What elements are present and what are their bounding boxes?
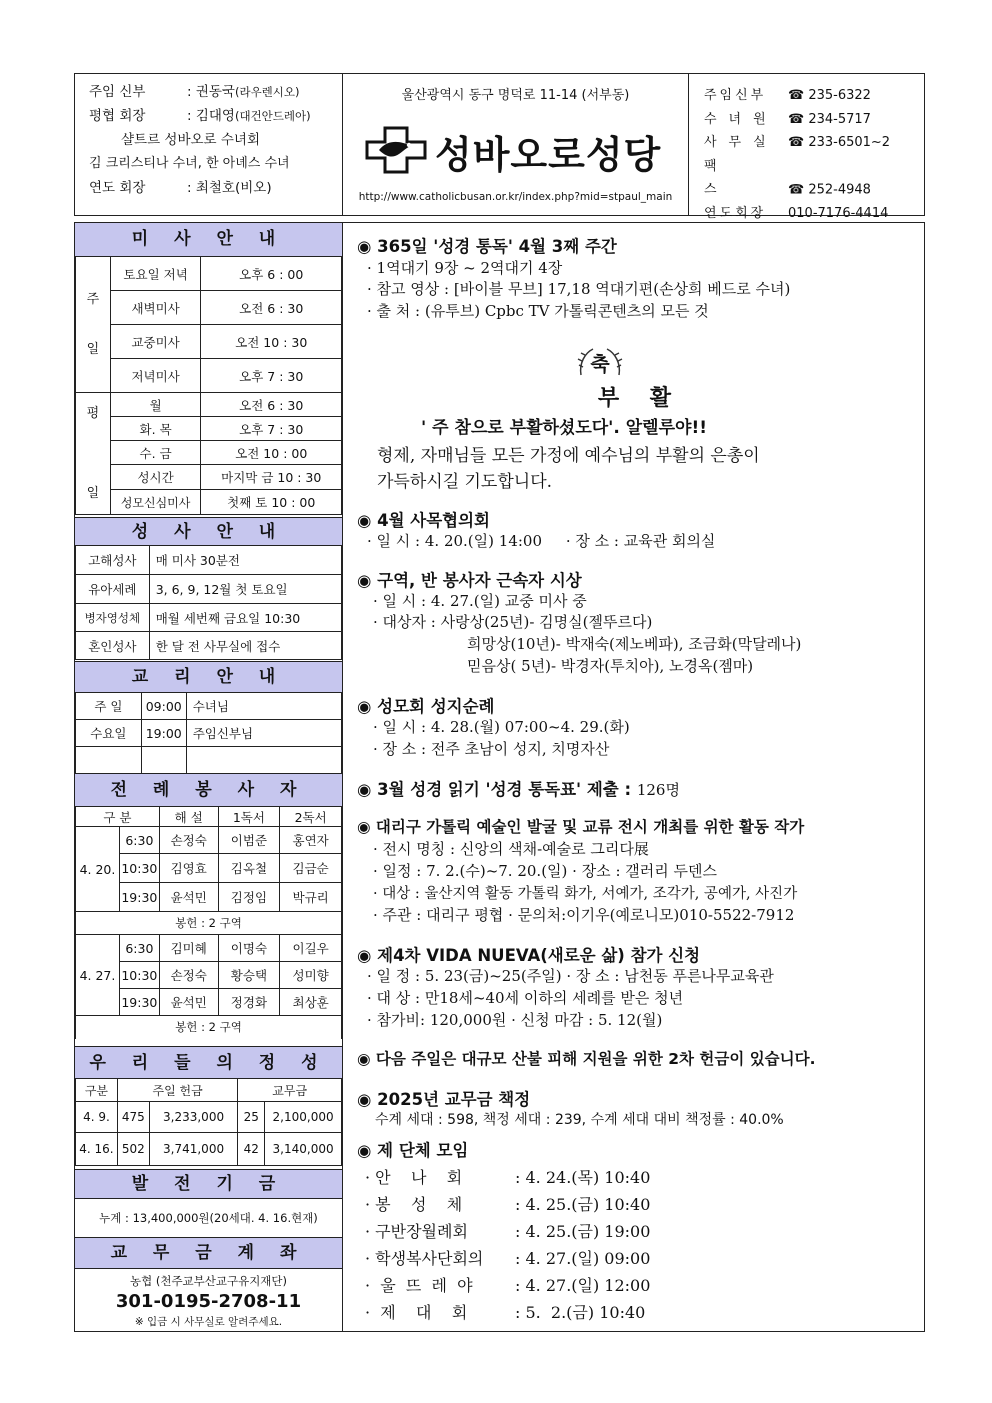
church-name: 성바오로성당 [435,133,662,177]
header-contacts [688,74,924,221]
church-url[interactable]: http://www.catholicbusan.or.kr/index.php?mid=stpaul_main [358,191,673,203]
account-section-title: 교 무 금 계 좌 [75,1237,342,1269]
collection-title: ◉ 다음 주일은 대규모 산불 피해 지원을 위한 2차 헌금이 있습니다. [357,1050,816,1068]
left-column [74,222,342,1332]
easter-subtitle: ' 주 참으로 부활하셨도다'. 알렐루야!! [421,418,707,438]
header-center [343,74,689,215]
sisters-row: 샬트르 성바오로 수녀회 [121,132,260,148]
sacrament-table: 고해성사 매 미사 30분전 유아세례 3, 6, 9, 12월 첫 토요일 병자영성체 매월 세번째 금요일 10:30 혼인성사 한 달 전 사무실에 접수 [75,545,342,660]
bible-title: ◉ 365일 '성경 통독' 4월 3째 주간 [357,237,617,256]
offerings-section-title: 우 리 들 의 정 성 [75,1046,342,1079]
contact-convent: 수녀원 ☎ 234-5717 [704,111,871,127]
council-president-row: 평협 회장 : 김대영(대건안드레아) [89,108,311,124]
liturgy-table: 구 분 해 설 1독서 2독서 4. 20. 6:30 손정숙 이범준 홍연자 10:30 김영효 김옥철 김금순 19:30 윤석민 김정임 박규리 봉헌 : 2 구역 4. 27. 6:30 김미혜 이명숙 이길우 10:30 손정숙 황승택 성미향 19:30 윤석민 정경화 최상훈 봉헌 : 2 구역 [75,806,342,1039]
sacrament-section-title: 성 사 안 내 [75,517,342,546]
easter-title: 부 활 [597,386,672,411]
groups-title: ◉ 제 단체 모임 [357,1141,469,1160]
fund-total: 누계 : 13,400,000원(20세대. 4. 16.현재) [99,1211,318,1225]
contact-pastor: 주임신부 ☎ 235-6322 [704,88,871,103]
liturgy-section-title: 전 례 봉 사 자 [75,773,342,807]
header-box [74,73,925,221]
reading-title: ◉ 3월 성경 읽기 '성경 통독표' 제출 : 126명 [357,780,680,799]
doctrine-table: 주 일 09:00 수녀님 수요일 19:00 주임신부님 [75,692,342,774]
council-title: ◉ 4월 사목협의회 [357,511,491,530]
art-title: ◉ 대리구 가톨릭 예술인 발굴 및 교류 전시 개최를 위한 활동 작가 [357,818,805,836]
sisters-names-row: 김 크리스티나 수녀, 한 아녜스 수녀 [89,156,290,171]
pastor-row: 주임 신부 : 권동국(라우렌시오) [89,84,300,100]
sunday-label: 주 일 [76,257,111,393]
easter-badge-icon: 축 [577,345,623,379]
mass-table: 주 일 토요일 저녁 오후 6 : 00 새벽미사 오전 6 : 30 교중미사 오전 10 : 30 저녁미사 오후 7 : 30 평 일 월 오전 6 : 30 화. 목 오후 7 : 30 수. 금 오전 10 : 00 성시간 마지막 금 10 : 30 성모신심미사 첫째 토 10 : 00 [75,256,342,515]
doctrine-section-title: 교 리 안 내 [75,661,342,693]
contact-yeondo: 연도회장 010-7176-4414 [704,205,889,221]
yeondo-president-row: 연도 회장 : 최철호(비오) [89,180,272,196]
account-bank: 농협 (천주교부산교구유지재단) [129,1274,288,1288]
weekday-label: 평 일 [76,393,111,515]
right-column: ◉ 365일 '성경 통독' 4월 3째 주간 · 1역대기 9장 ~ 2역대기 4장 · 참고 영상 : [바이블 무브] 17,18 역대기편(손상희 베드로 수녀) · 출 처 : (유투브) Cpbc TV 가톨릭콘텐츠의 모든 것 축 부 활 ' 주 참으로 부활하셨도다'. 알렐루야!! 형제, 자매님들 모든 가정에 예수님의 부활의 은총이 가득하시길 기도합니다. ◉ 4월 사목협의회 · 일 시 : 4. 20.(일) 14:00 · 장 소 : 교육관 회의실 ◉ 구역, 반 봉사자 근속자 시상 · 일 시 : 4. 27.(일) 교중 미사 중 · 대상자 : 사랑상(25년)- 김명실(젤뚜르다) 희망상(10년)- 박재숙(제노베파), 조금화(막달레나) 믿음상( 5년)- 박경자(투치아), 노경옥(젬마) ◉ 성모회 성지순례 · 일 시 : 4. 28.(월) 07:00~4. 29.(화) · 장 소 : 전주 초남이 성지, 치명자산 ◉ 3월 성경 읽기 '성경 통독표' 제출 : 126명 ◉ 대리구 가톨릭 예술인 발굴 및 교류 전시 개최를 위한 활동 작가 · 전시 명칭 : 신앙의 색채-예술로 그리다展 · 일정 : 7. 2.(수)~7. 20.(일) · 장소 : 갤러리 두덴스 · 대상 : 울산지역 활동 가톨릭 화가, 서예가, 조각가, 공예가, 사진가 · 주관 : 대리구 평협 · 문의처:이기우(예로니모)010-5522-7912 ◉ 제4차 VIDA NUEVA(새로운 삶) 참가 신청 · 일 정 : 5. 23(금)~25(주일) · 장 소 : 남천동 푸른나무교육관 · 대 상 : 만18세~40세 이하의 세례를 받은 청년 · 참가비: 120,000원 · 신청 마감 : 5. 12(월) ◉ 다음 주일은 대규모 산불 피해 지원을 위한 2차 헌금이 있습니다. ◉ 2025년 교무금 책정 수계 세대 : 598, 책정 세대 : 239, 수계 세대 대비 책정률 : 40.0% ◉ 제 단체 모임 · 안 나 회 : 4. 24.(목) 10:40 · 봉 성 체 : 4. 25.(금) 10:40 · 구반장월례회 : 4. 25.(금) 19:00 · 학생복사단회의 : 4. 27.(일) 09:00 · 울 뜨 레 야 : 4. 27.(일) 12:00 · 제 대 회 : 5. 2.(금) 10:40 [342,222,925,1332]
header-staff [75,74,343,215]
pilgrimage-title: ◉ 성모회 성지순례 [357,697,495,716]
church-logo-icon [365,126,427,174]
fund-section-title: 발 전 기 금 [75,1169,342,1199]
contact-fax: 팩스 ☎ 252-4948 [704,158,871,197]
church-address: 울산광역시 동구 명덕로 11-14 (서부동) [401,88,630,103]
account-number: 301-0195-2708-11 [115,1291,302,1312]
mass-section-title: 미 사 안 내 [75,223,342,257]
account-note: ※ 입금 시 사무실로 알려주세요. [134,1316,283,1328]
contact-office: 사무실 ☎ 233-6501~2 [704,135,891,150]
award-title: ◉ 구역, 반 봉사자 근속자 시상 [357,571,582,590]
vida-title: ◉ 제4차 VIDA NUEVA(새로운 삶) 참가 신청 [357,946,701,965]
offerings-table: 구분 주일 헌금 교무금 4. 9. 475 3,233,000 25 2,100,000 4. 16. 502 3,741,000 42 3,140,000 [75,1078,342,1166]
tithe-title: ◉ 2025년 교무금 책정 [357,1090,531,1109]
